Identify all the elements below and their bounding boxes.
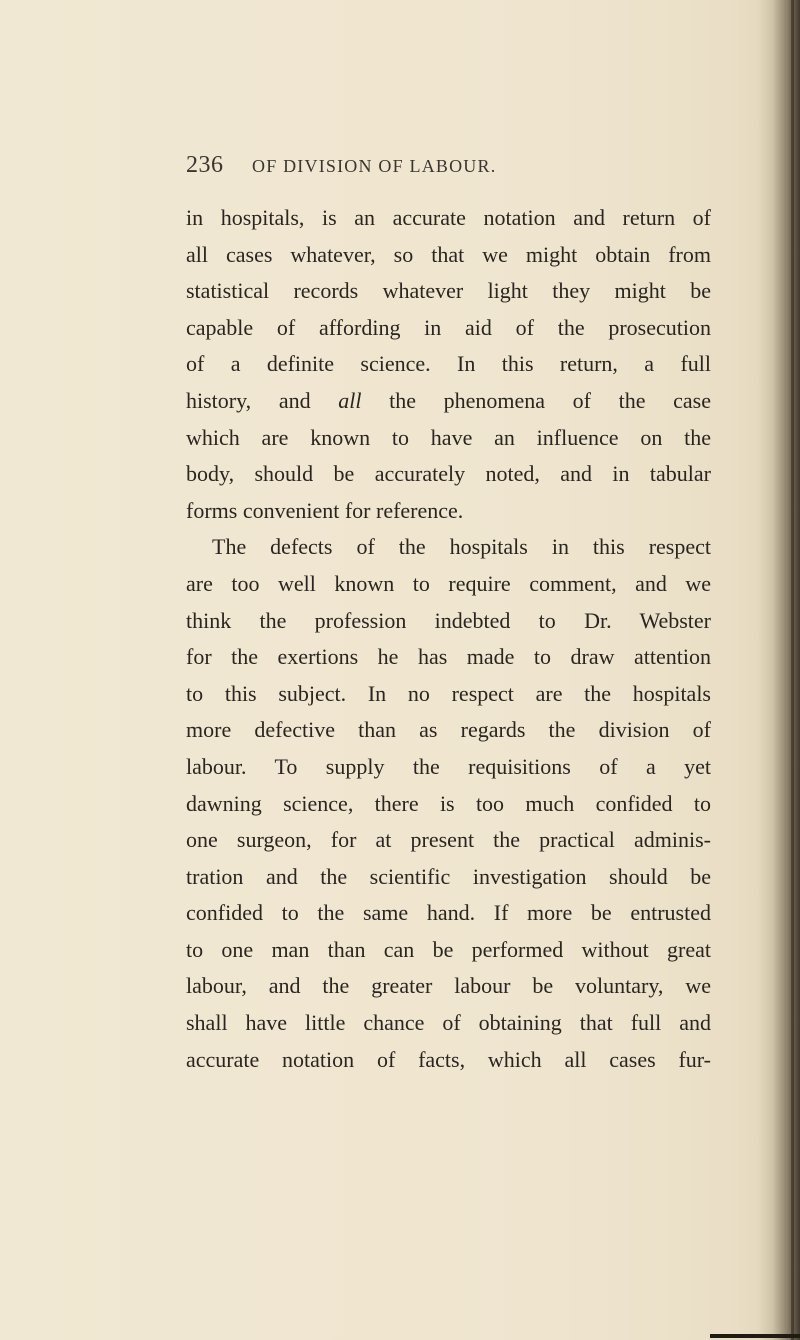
text-line: to one man than can be performed without great xyxy=(186,936,711,962)
text-line: statistical records whatever light they might be xyxy=(186,278,711,304)
text-line: for the exertions he has made to draw attention xyxy=(186,644,711,670)
text-line: labour. To supply the requisitions of a yet xyxy=(186,753,711,779)
body-text xyxy=(186,200,711,1078)
text-line-paragraph-end: forms convenient for reference. xyxy=(186,497,464,523)
running-head: OF DIVISION OF LABOUR. xyxy=(252,156,497,176)
text-line: shall have little chance of obtaining that full and xyxy=(186,1010,711,1036)
text-line: more defective than as regards the division of xyxy=(186,717,711,743)
page-header xyxy=(186,152,746,182)
text-line: dawning science, there is too much confided to xyxy=(186,790,711,816)
text-line-paragraph-start: The defects of the hospitals in this respect xyxy=(212,534,711,560)
page-number: 236 xyxy=(186,152,224,178)
text-line: are too well known to require comment, and we xyxy=(186,570,711,596)
page-bottom-mark xyxy=(710,1334,800,1338)
text-line: all cases whatever, so that we might obtain from xyxy=(186,241,711,267)
text-line: of a definite science. In this return, a full xyxy=(186,351,711,377)
text-line: to this subject. In no respect are the hospitals xyxy=(186,680,711,706)
text-line: labour, and the greater labour be voluntary, we xyxy=(186,973,711,999)
text-line: confided to the same hand. If more be entrusted xyxy=(186,900,711,926)
text-line: which are known to have an influence on the xyxy=(186,424,711,450)
text-line: tration and the scientific investigation should be xyxy=(186,863,711,889)
text-line: in hospitals, is an accurate notation and return of xyxy=(186,205,711,230)
text-line: capable of affording in aid of the prosecution xyxy=(186,314,711,340)
page-edge-line xyxy=(791,0,794,1340)
text-line: history, and all the phenomena of the case xyxy=(186,387,712,413)
italic-word: all xyxy=(338,387,362,413)
text-line: body, should be accurately noted, and in tabular xyxy=(186,461,711,487)
text-line: one surgeon, for at present the practical adminis- xyxy=(186,827,711,853)
text-line: accurate notation of facts, which all cases fur- xyxy=(186,1046,711,1072)
text-line: think the profession indebted to Dr. Webster xyxy=(186,607,711,633)
